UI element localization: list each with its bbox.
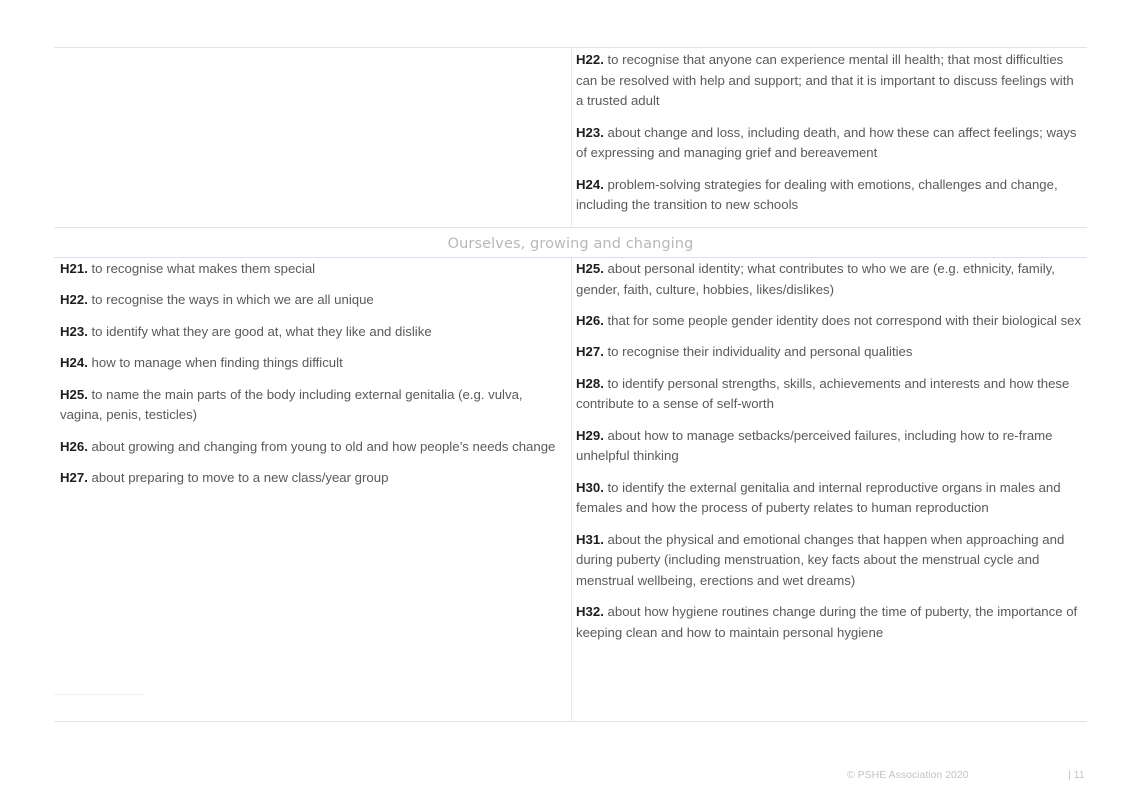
objective-text: about how to manage setbacks/perceived failures, including how to re-frame unhelpful thinking bbox=[576, 427, 1053, 464]
objective-code: H25. bbox=[60, 386, 88, 402]
objective-item bbox=[576, 374, 1084, 415]
objective-item bbox=[576, 478, 1084, 519]
objective-text: to recognise the ways in which we are all unique bbox=[87, 292, 374, 308]
objective-text: to recognise that anyone can experience mental ill health; that most difficulties can be resolved with help and support; and that it is important to discuss feelings with a trusted adult bbox=[576, 52, 1074, 109]
objective-code: H25. bbox=[576, 261, 604, 276]
objective-item bbox=[576, 259, 1084, 300]
objective-code: H22. bbox=[60, 292, 88, 308]
objective-code: H24. bbox=[576, 176, 604, 192]
objective-item bbox=[60, 259, 560, 280]
objective-text: to recognise their individuality and personal qualities bbox=[603, 344, 913, 360]
objective-code: H24. bbox=[60, 355, 88, 371]
column-divider-top bbox=[571, 48, 572, 227]
objective-item bbox=[60, 353, 560, 374]
objective-item bbox=[576, 342, 1084, 363]
objective-item bbox=[576, 311, 1084, 332]
objective-text: to identify personal strengths, skills, achievements and interests and how these contribute to a sense of self-worth bbox=[576, 375, 1070, 412]
objective-item bbox=[60, 385, 560, 426]
right-column bbox=[576, 259, 1084, 654]
objective-code: H27. bbox=[60, 469, 88, 485]
objective-code: H21. bbox=[60, 261, 88, 276]
objective-code: H27. bbox=[576, 344, 604, 360]
objective-code: H31. bbox=[576, 531, 604, 547]
objective-item bbox=[576, 123, 1084, 164]
objective-text: to recognise what makes them special bbox=[87, 261, 316, 276]
objective-item bbox=[576, 175, 1084, 216]
objective-text: that for some people gender identity does not correspond with their biological sex bbox=[603, 312, 1082, 328]
left-column bbox=[60, 259, 560, 499]
upper-right-column bbox=[576, 50, 1084, 227]
objective-code: H23. bbox=[60, 323, 88, 339]
column-divider-main bbox=[571, 258, 572, 721]
objective-code: H28. bbox=[576, 375, 604, 391]
objective-text: to name the main parts of the body including external genitalia (e.g. vulva, vagina, penis, testicles) bbox=[60, 386, 523, 423]
objective-item bbox=[576, 426, 1084, 467]
objective-text: to identify the external genitalia and internal reproductive organs in males and females and how the process of puberty relates to human reproduction bbox=[576, 479, 1061, 516]
section-rule-top bbox=[54, 227, 1087, 228]
objective-code: H26. bbox=[60, 438, 88, 454]
objective-code: H30. bbox=[576, 479, 604, 495]
section-heading: Ourselves, growing and changing bbox=[447, 236, 694, 252]
objective-code: H29. bbox=[576, 427, 604, 443]
objective-code: H26. bbox=[576, 312, 604, 328]
objective-item bbox=[576, 50, 1084, 112]
footer-copyright: © PSHE Association 2020 bbox=[847, 769, 969, 781]
objective-text: to identify what they are good at, what they like and dislike bbox=[87, 323, 432, 339]
objective-text: about the physical and emotional changes that happen when approaching and during puberty (including menstruation, key facts about the menstrual cycle and menstrual wellbeing, erections and wet dreams) bbox=[576, 531, 1065, 588]
objective-text: about change and loss, including death, and how these can affect feelings; ways of expressing and managing grief and bereavement bbox=[576, 124, 1077, 161]
decorative-rule bbox=[54, 694, 144, 695]
objective-code: H23. bbox=[576, 124, 604, 140]
objective-text: about how hygiene routines change during the time of puberty, the importance of keeping clean and how to maintain personal hygiene bbox=[576, 604, 1078, 640]
footer-page-number: | 11 bbox=[1068, 769, 1085, 781]
objective-item bbox=[60, 322, 560, 343]
table-bottom-rule bbox=[54, 721, 1087, 722]
objective-item bbox=[576, 530, 1084, 592]
objective-item bbox=[60, 290, 560, 311]
objective-item bbox=[60, 468, 560, 489]
objective-text: about growing and changing from young to old and how people’s needs change bbox=[87, 438, 556, 454]
objective-text: problem-solving strategies for dealing with emotions, challenges and change, including the transition to new schools bbox=[576, 176, 1058, 213]
objective-text: how to manage when finding things difficult bbox=[87, 355, 343, 371]
objective-code: H22. bbox=[576, 52, 604, 67]
objective-item bbox=[60, 437, 560, 458]
objective-code: H32. bbox=[576, 604, 604, 620]
objective-text: about preparing to move to a new class/year group bbox=[87, 469, 389, 485]
objective-item bbox=[576, 602, 1084, 643]
objective-text: about personal identity; what contributes to who we are (e.g. ethnicity, family, gender, faith, culture, hobbies, likes/dislikes) bbox=[576, 261, 1055, 297]
